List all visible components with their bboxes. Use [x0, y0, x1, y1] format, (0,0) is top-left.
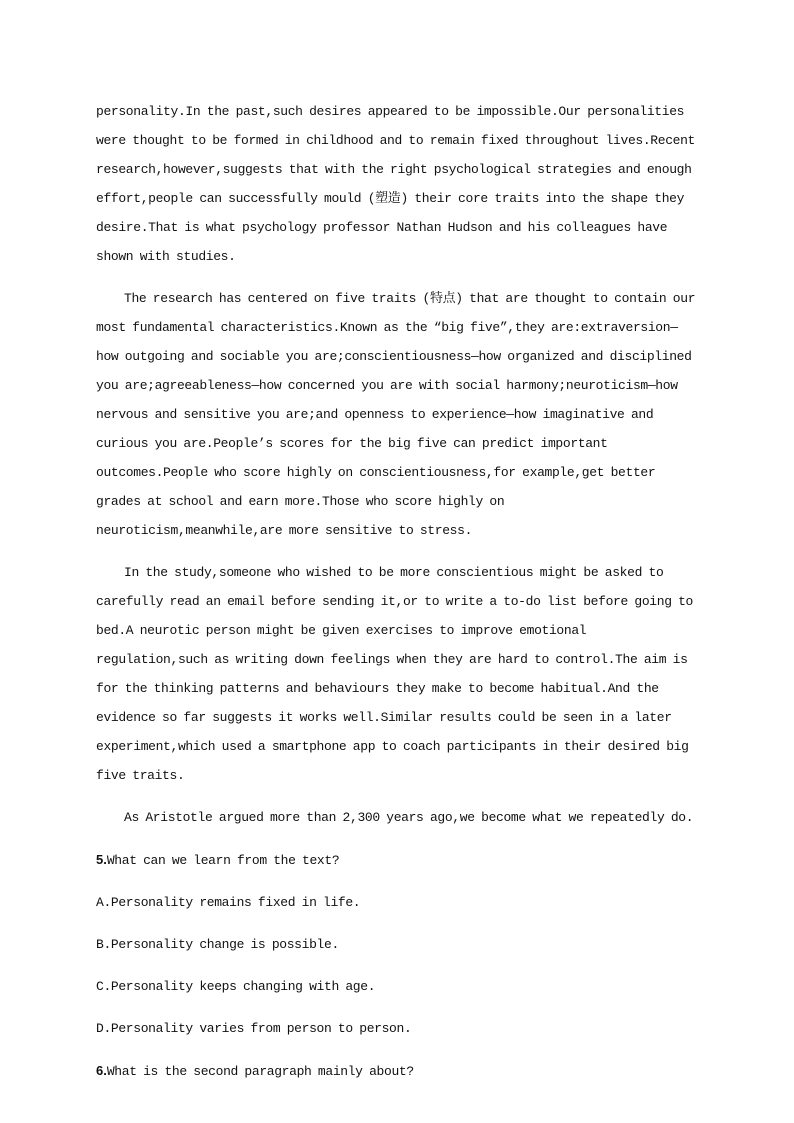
question-6 [96, 1056, 696, 1086]
option-c: C.Personality keeps changing with age. [96, 979, 376, 994]
option-a: A.Personality remains fixed in life. [96, 895, 361, 910]
question-text: What can we learn from the text? [106, 853, 340, 868]
paragraph-4: As Aristotle argued more than 2,300 years ago,we become what we repeatedly do. [124, 810, 694, 825]
paragraph-1: personality.In the past,such desires appeared to be impossible.Our personalities were thought to be formed in childhood and to remain fixed throughout lives.Recent research,however,suggests that with the right psychological strategies and enough effort,people can successfully mould (塑造) their core traits into the shape they desire.That is what psychology professor Nathan Hudson and his colleagues have shown with studies. [96, 104, 696, 264]
document-page [96, 97, 696, 1099]
paragraph-3: In the study,someone who wished to be more conscientious might be asked to carefully read an email before sending it,or to write a to-do list before going to bed.A neurotic person might be given exercises to improve emotional regulation,such as writing down feelings when they are hard to control.The aim is for the thinking patterns and behaviours they make to become habitual.And the evidence so far suggests it works well.Similar results could be seen in a later experiment,which used a smartphone app to coach participants in their desired big five traits. [96, 565, 694, 783]
question-6-stem [96, 1056, 696, 1086]
question-5-stem [96, 845, 696, 875]
option-d: D.Personality varies from person to person. [96, 1021, 412, 1036]
paragraph-2: The research has centered on five traits (特点) that are thought to contain our most fundamental characteristics.Known as the “big five”,they are:extraversion—how outgoing and sociable you are;conscientiousness—how organized and disciplined you are;agreeableness—how concerned you are with social harmony;neuroticism—how nervous and sensitive you are;and openness to experience—how imaginative and curious you are.People’s scores for the big five can predict important outcomes.People who score highly on conscientiousness,for example,get better grades at school and earn more.Those who score highly on neuroticism,meanwhile,are more sensitive to stress. [96, 291, 696, 538]
question-number: 6. [96, 1063, 107, 1078]
question-5 [96, 845, 696, 1043]
question-text: What is the second paragraph mainly about? [106, 1064, 414, 1079]
option-b: B.Personality change is possible. [96, 937, 339, 952]
question-number: 5. [96, 852, 107, 867]
